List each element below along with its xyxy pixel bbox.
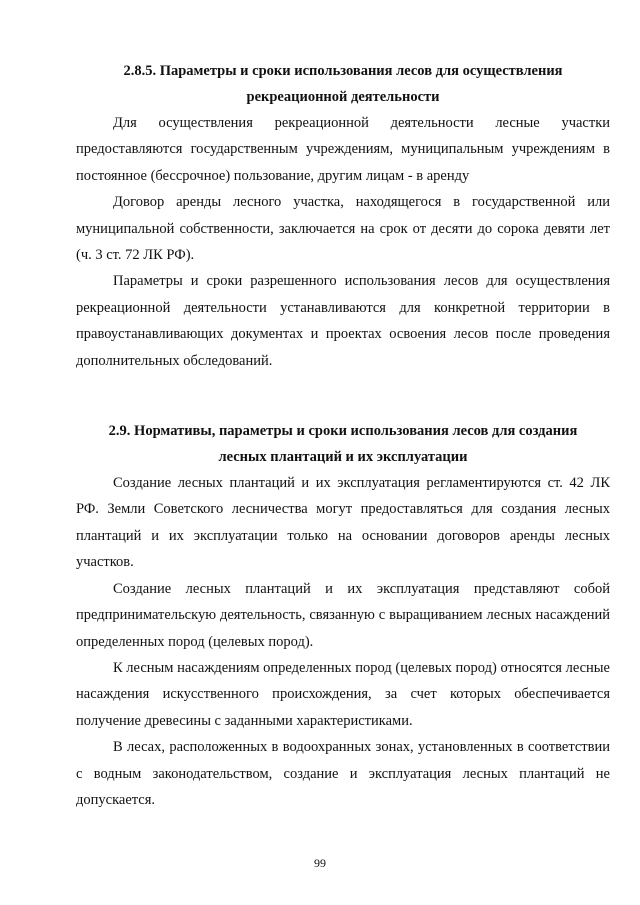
paragraph: Создание лесных плантаций и их эксплуатация регламентируются ст. 42 ЛК РФ. Земли Советского лесничества могут предоставляться для создания лесных плантаций и их эксплуатации только на основании договоров аренды лесных участков.: [76, 475, 610, 571]
page-content: [76, 58, 610, 813]
heading-line-1: 2.8.5. Параметры и сроки использования лесов для осуществления: [123, 63, 563, 79]
section-spacer: [76, 374, 610, 410]
section-heading-2-9: [76, 418, 610, 470]
section-heading-2-8-5: [76, 58, 610, 110]
heading-line-2: рекреационной деятельности: [246, 89, 440, 105]
heading-line-2: лесных плантаций и их эксплуатации: [218, 449, 468, 466]
paragraph: К лесным насаждениям определенных пород (целевых пород) относятся лесные насаждения искусственного происхождения, за счет которых обеспечивается получение древесины с заданными характеристиками.: [76, 659, 610, 729]
paragraph: Для осуществления рекреационной деятельности лесные участки предоставляются государственным учреждениям, муниципальным учреждениям в постоянное (бессрочное) пользование, другим лицам - в аренду: [76, 115, 610, 184]
paragraph: Параметры и сроки разрешенного использования лесов для осуществления рекреационной деятельности устанавливаются для конкретной территории в правоустанавливающих документах и проектах освоения лесов после проведения дополнительных обследований.: [76, 273, 610, 369]
page-number: 99: [314, 856, 326, 870]
paragraph: Договор аренды лесного участка, находящегося в государственной или муниципальной собственности, заключается на срок от десяти до сорока девяти лет (ч. 3 ст. 72 ЛК РФ).: [76, 194, 610, 264]
paragraph: В лесах, расположенных в водоохранных зонах, установленных в соответствии с водным законодательством, создание и эксплуатация лесных плантаций не допускается.: [76, 739, 610, 808]
heading-line-1: 2.9. Нормативы, параметры и сроки использования лесов для создания: [108, 423, 578, 440]
paragraph: Создание лесных плантаций и их эксплуатация представляют собой предпринимательскую деятельность, связанную с выращиванием лесных насаждений определенных пород (целевых пород).: [76, 580, 610, 650]
